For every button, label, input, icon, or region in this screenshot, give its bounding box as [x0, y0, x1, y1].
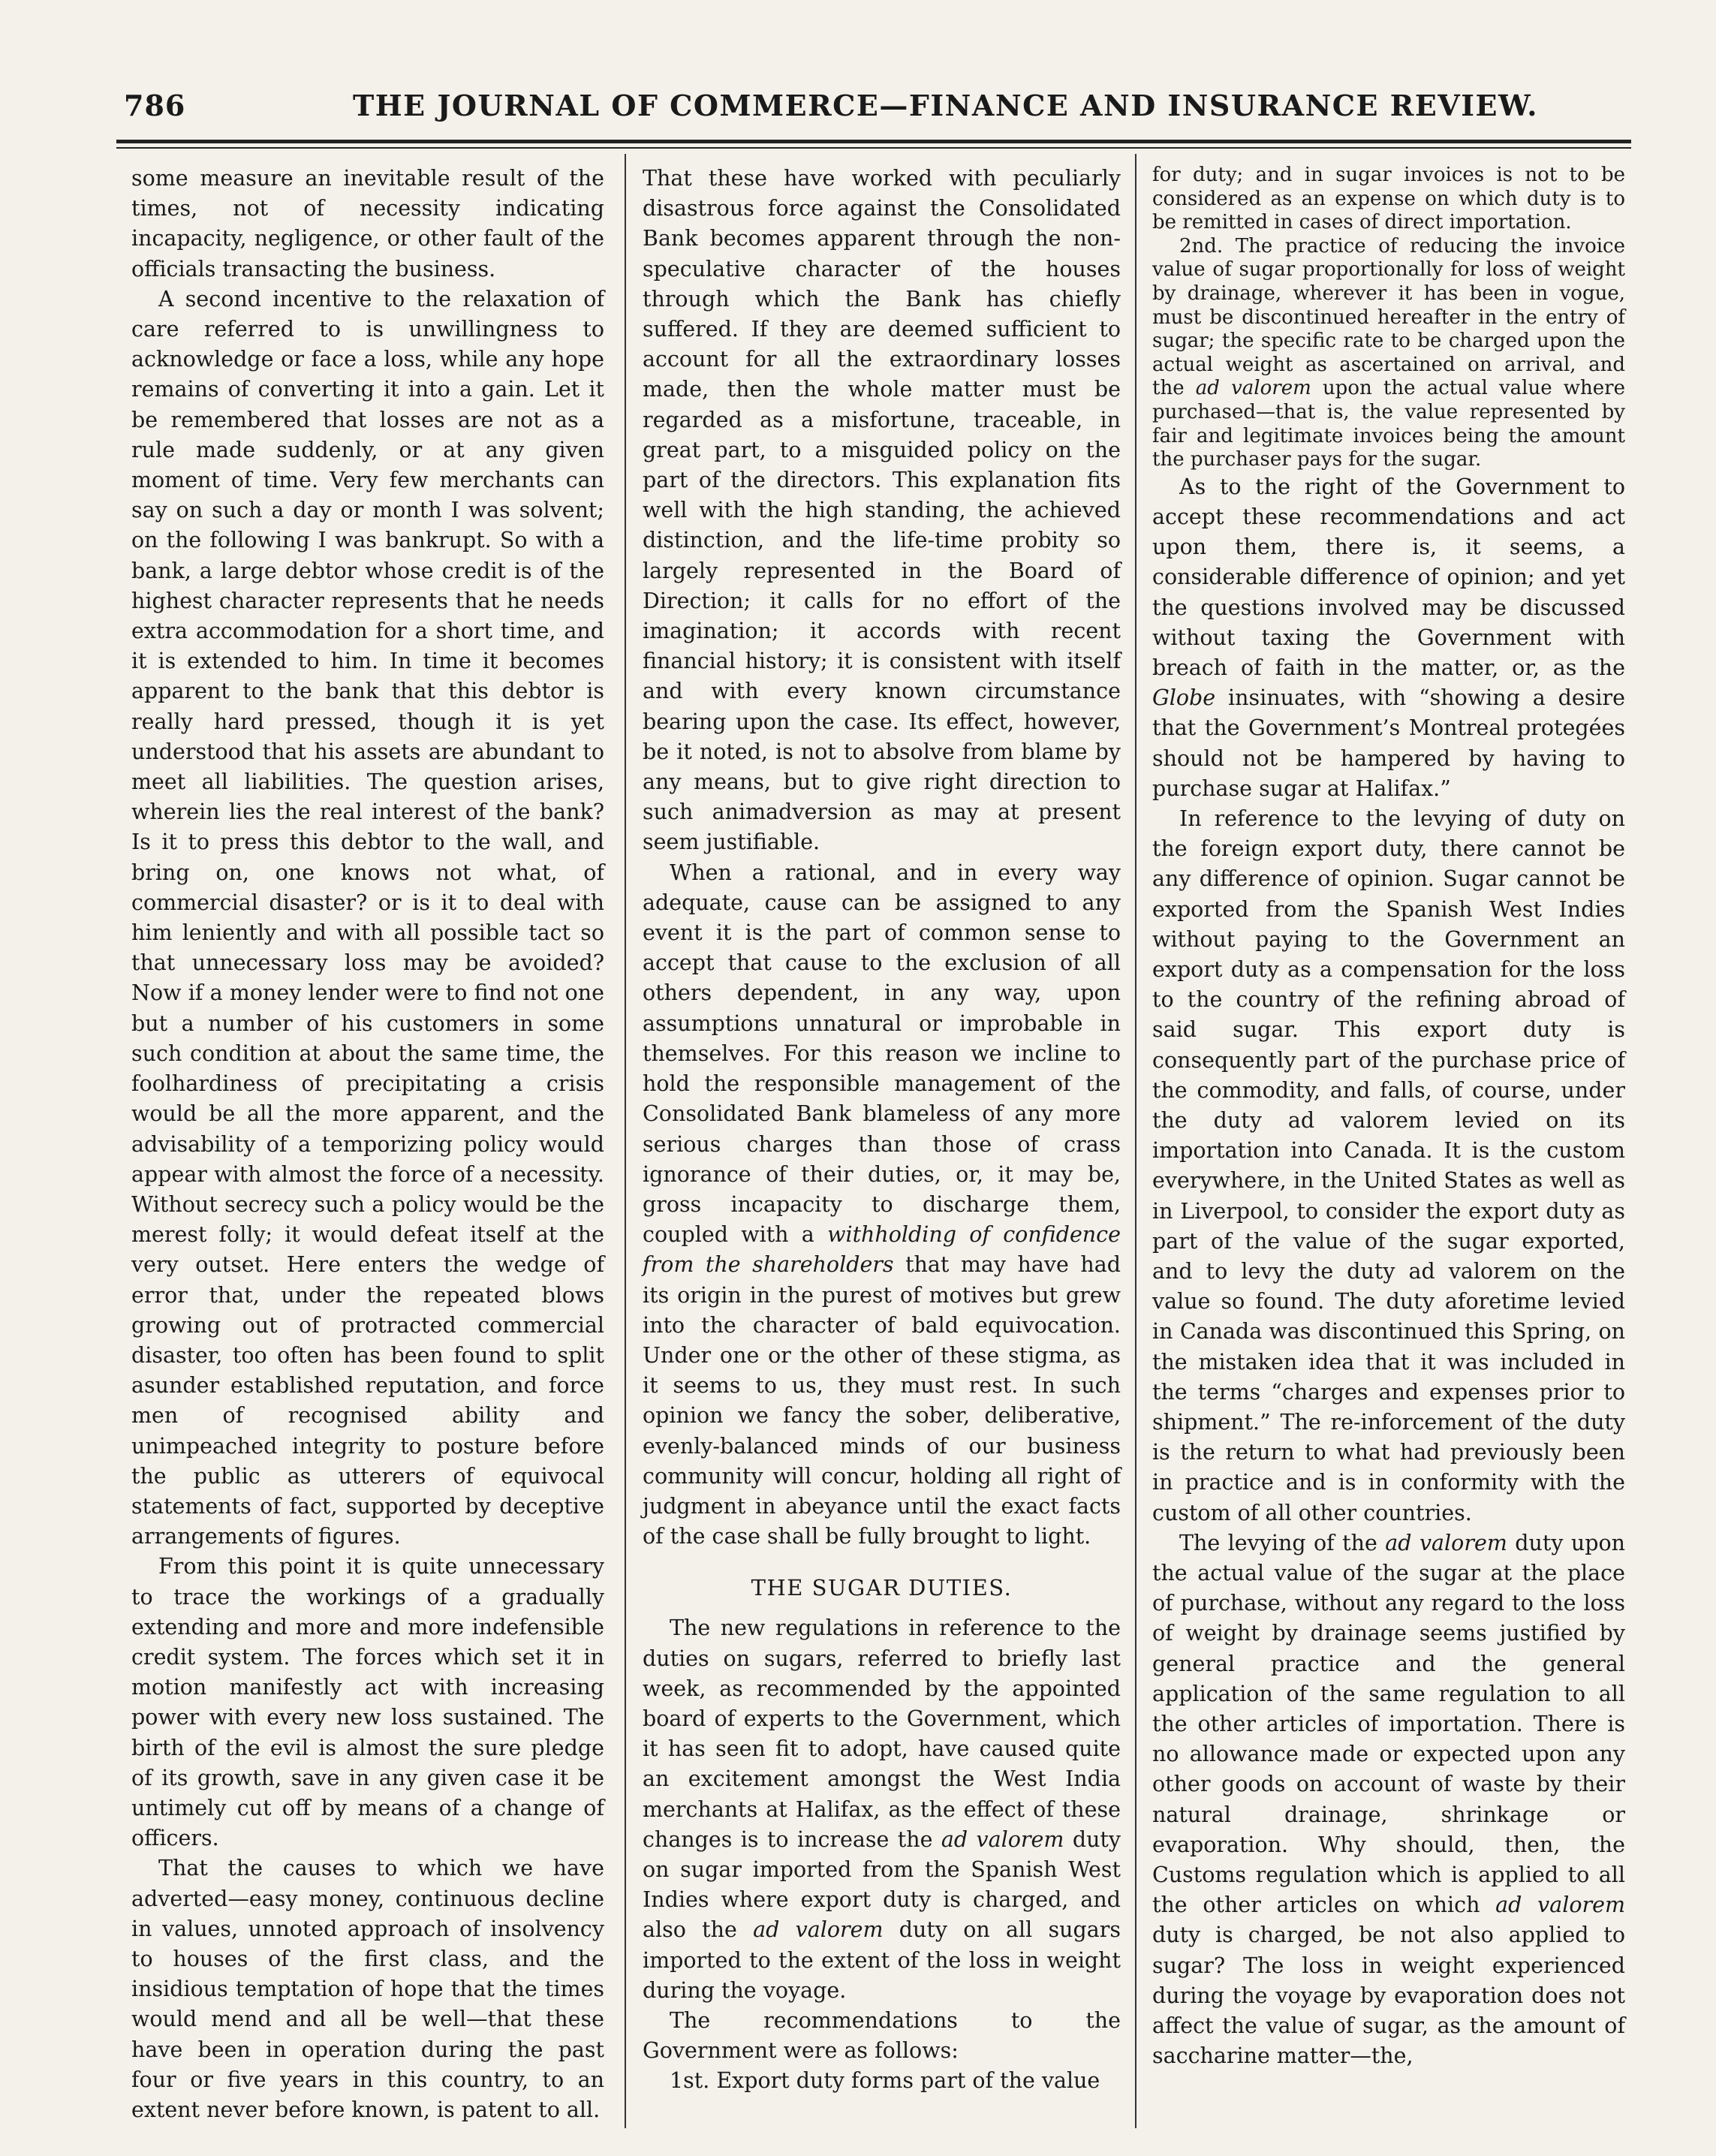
column-divider [1135, 154, 1136, 2128]
text-run: The new regulations in reference to the duties on sugars, referred to briefly last week, as recommended by the appointed board of experts to the Government, which it has seen fit to adopt, have caused quite an excitement amongst the West India merchants at Halifax, as the effect of these changes is to increase the [643, 1615, 1121, 1852]
italic-run: ad valorem [941, 1826, 1064, 1852]
paragraph: That the causes to which we have adverted—easy money, continuous decline in values, unnoted approach of insolvency to houses of the first class, and the insidious temptation of hope that the times would mend and all be well—that these have been in operation during the past four or five years in this country, to an extent never before known, is patent to all. [131, 1856, 604, 2122]
column-2 [643, 164, 1121, 2097]
paragraph [1152, 235, 1625, 472]
italic-run: ad valorem [753, 1917, 884, 1943]
text-run: duty on sugar imported from the Spanish West Indies where export duty is charged, and also the [643, 1826, 1121, 1943]
text-run: As to the right of the Government to accept these recommendations and act upon them, there is, it seems, a considerable difference of opinion; and yet the questions involved may be discussed without taxing the Government with breach of faith in the matter, or, as the [1152, 474, 1625, 680]
section-title: THE SUGAR DUTIES. [751, 1575, 1013, 1601]
paragraph: A second incentive to the relaxation of care referred to is unwillingness to acknowledge or face a loss, while any hope remains of converting it into a gain. Let it be remembered that losses are not as a rule made suddenly, or at any given moment of time. Very few merchants can say on such a day or month I was solvent; on the following I was bankrupt. So with a bank, a large debtor whose credit is of the highest character represents that he needs extra accommodation for a short time, and it is extended to him. In time it becomes apparent to the bank that this debtor is really hard pressed, though it is yet understood that his assets are abundant to meet all liabilities. The question arises, wherein lies the real interest of the bank? Is it to press this debtor to the wall, and bring on, one knows not what, of commercial disaster? or is it to deal with him leniently and with all possible tact so that unnecessary loss may be avoided? Now if a money lender were to find not one but a number of his customers in some such condition at about the same time, the foolhardiness of precipitating a crisis would be all the more apparent, and the advisability of a temporizing policy would appear with almost the force of a necessity. Without secrecy such a policy would be the merest folly; it would defeat itself at the very outset. Here enters the wedge of error that, under the repeated blows growing out of protracted commercial disaster, too often has been found to split asunder established reputation, and force men of recognised ability and unimpeached integrity to posture before the public as utterers of equivocal statements of fact, supported by deceptive arrangements of figures. [131, 286, 604, 1549]
column-divider [625, 154, 626, 2128]
text-run: insinuates, with “showing a desire that the Government’s Montreal protegées should not be hampered by having to purchase sugar at Halifax.” [1152, 685, 1625, 801]
page-number: 786 [124, 89, 186, 122]
column-3 [1152, 164, 1625, 2071]
text-run: duty is charged, be not also applied to sugar? The loss in weight experienced during the voyage by evaporation does not affect the value of sugar, as the amount of saccharine matter—the, [1152, 1923, 1625, 2069]
column-1 [131, 164, 604, 2125]
paragraph: From this point it is quite unnecessary to trace the workings of a gradually extending and more and more indefensible credit system. The forces which set it in motion manifestly act with increasing power with every new loss sustained. The birth of the evil is almost the sure pledge of its growth, save in any given case it be untimely cut off by means of a change of officers. [131, 1554, 604, 1851]
paragraph: That these have worked with peculiarly disastrous force against the Consolidated Bank becomes apparent through the non-speculative character of the houses through which the Bank has chiefly suffered. If they are deemed sufficient to account for all the extraordinary losses made, then the whole matter must be regarded as a misfortune, traceable, in great part, to a misguided policy on the part of the directors. This explanation fits well with the high standing, the achieved distinction, and the life-time probity so largely represented in the Board of Direction; it calls for no effort of the imagination; it accords with recent financial history; it is consistent with itself and with every known circumstance bearing upon the case. Its effect, however, be it noted, is not to absolve from blame by any means, but to give right direction to such animadversion as may at present seem justifiable. [643, 166, 1121, 855]
header-rule-thin [116, 147, 1631, 149]
text-run: When a rational, and in every way adequate, cause can be assigned to any event it is the part of common sense to accept that cause to the exclusion of all others dependent, in any way, upon assumptions unnatural or improbable in themselves. For this reason we incline to hold the responsible management of the Consolidated Bank blameless of any more serious charges than those of crass ignorance of their duties, or, it may be, gross incapacity to discharge them, coupled with a [643, 860, 1121, 1248]
paragraph: In reference to the levying of duty on the foreign export duty, there cannot be any difference of opinion. Sugar cannot be exported from the Spanish West Indies without paying to the Government an export duty as a compensation for the loss to the country of the refining abroad of said sugar. This export duty is consequently part of the purchase price of the commodity, and falls, of course, under the duty ad valorem levied on its importation into Canada. It is the custom everywhere, in the United States as well as in Liverpool, to consider the export duty as part of the value of the sugar exported, and to levy the duty ad valorem on the value so found. The duty aforetime levied in Canada was discontinued this Spring, on the mistaken idea that it was included in the terms “charges and expenses prior to shipment.” The re-inforcement of the duty is the return to what had previously been in practice and is in conformity with the custom of all other countries. [1152, 805, 1625, 1525]
text-run: duty on all sugars imported to the extent of the loss in weight during the voyage. [643, 1917, 1121, 2003]
paragraph: 1st. Export duty forms part of the value [670, 2068, 1100, 2094]
paragraph: The recommendations to the Government were as follows: [643, 2007, 1121, 2064]
header-rule-thick [116, 140, 1631, 143]
paragraph: some measure an inevitable result of the times, not of necessity indicating incapacity, negligence, or other fault of the officials transacting the business. [131, 166, 604, 282]
paragraph: for duty; and in sugar invoices is not to be considered as an expense on which duty is to be remitted in cases of direct importation. [1152, 164, 1625, 234]
paragraph [643, 1613, 1121, 2006]
paragraph [1152, 472, 1625, 804]
text-run: that may have had its origin in the purest of motives but grew into the character of bald equivocation. Under one or the other of these stigma, as it seems to us, they must rest. In such opinion we fancy the sober, deliberative, evenly-balanced minds of our business community will concur, holding all right of judgment in abeyance until the exact facts of the case shall be fully brought to light. [643, 1252, 1121, 1549]
italic-run: ad valorem [1495, 1893, 1625, 1918]
italic-run: ad valorem [1195, 377, 1311, 400]
italic-run: ad valorem [1385, 1530, 1507, 1555]
text-run: duty upon the actual value of the sugar at the place of purchase, without any regard to the loss of weight by drainage seems justified by general practice and the general application of the same regulation to all the other articles of importation. There is no allowance made or expected upon any other goods on account of waste by their natural drainage, shrinkage or evaporation. Why should, then, the Customs regulation which is applied to all the other articles on which [1152, 1530, 1625, 1918]
text-run: The levying of the [1179, 1530, 1386, 1555]
paragraph [643, 858, 1121, 1552]
paragraph [1152, 1528, 1625, 2072]
running-head-title: THE JOURNAL OF COMMERCE—FINANCE AND INSURANCE REVIEW. [353, 89, 1538, 122]
italic-run: withholding of confidence from the shareholders [643, 1222, 1121, 1278]
italic-run: Globe [1152, 685, 1216, 711]
text-run: 2nd. The practice of reducing the invoice value of sugar proportionally for loss of weight by drainage, wherever it has been in vogue, must be discontinued hereafter in the entry of sugar; the specific rate to be charged upon the actual weight as ascertained on arrival, and the [1152, 234, 1625, 400]
text-run: upon the actual value where purchased—that is, the value represented by fair and legitimate invoices being the amount the purchaser pays for the sugar. [1152, 377, 1625, 471]
